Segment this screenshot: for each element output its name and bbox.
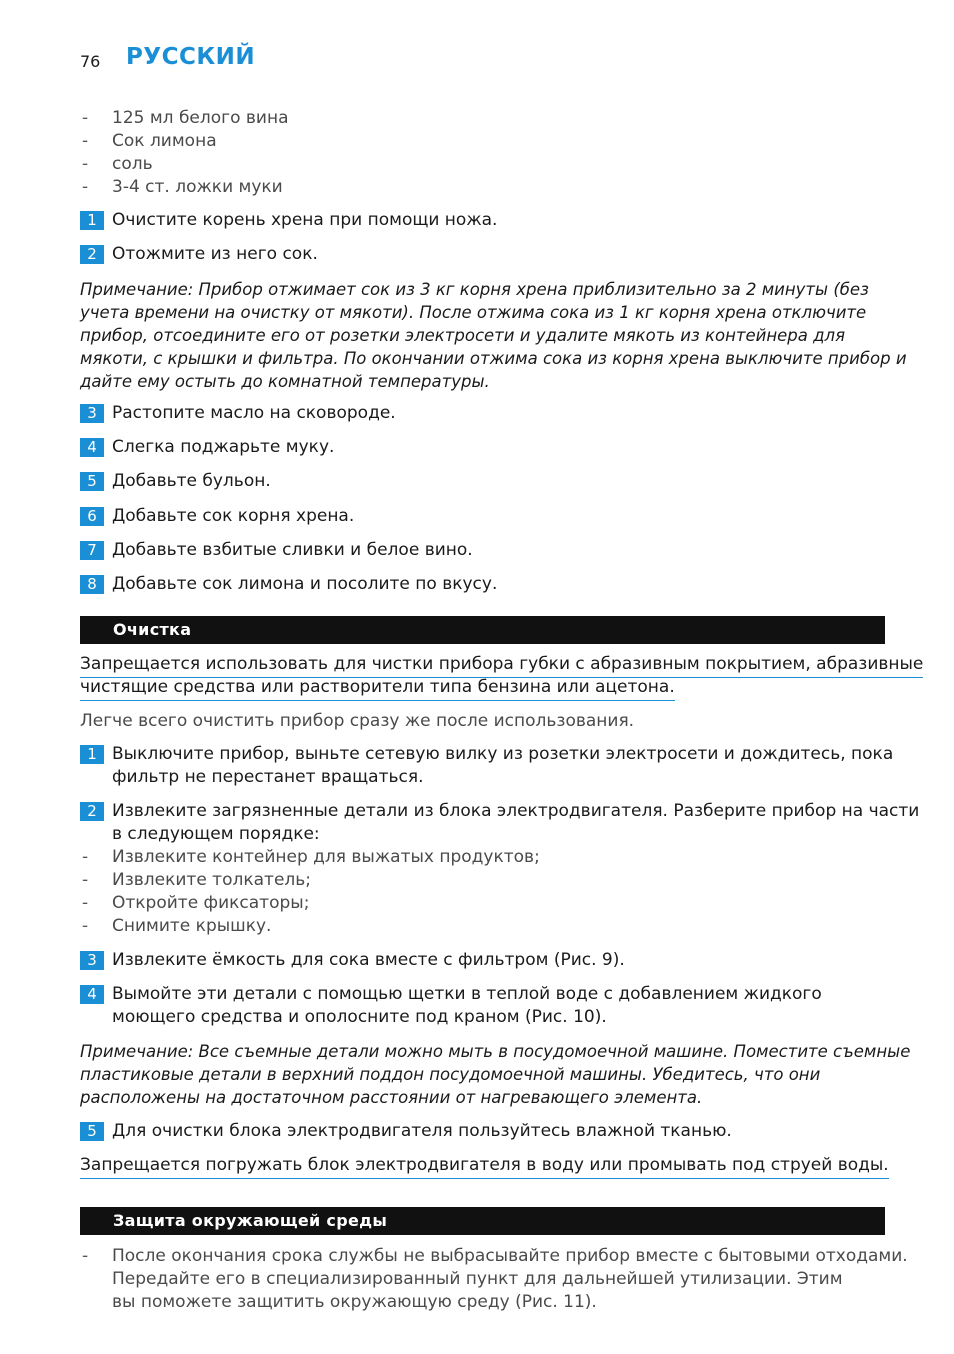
step-number-badge: 1 xyxy=(80,211,104,230)
step-text: Выключите прибор, выньте сетевую вилку из розетки электросети и дождитесь, пока xyxy=(112,744,894,764)
step-text: Добавьте взбитые сливки и белое вино. xyxy=(112,540,473,560)
list-item: Снимите крышку. xyxy=(112,916,272,936)
note-line: Примечание: Прибор отжимает сок из 3 кг корня хрена приблизительно за 2 минуты (без xyxy=(80,280,869,299)
list-item: Передайте его в специализированный пункт для дальнейшей утилизации. Этим xyxy=(112,1269,843,1289)
note-line: Примечание: Все съемные детали можно мыть в посудомоечной машине. Поместите съемные xyxy=(80,1042,911,1061)
list-dash: - xyxy=(82,1246,89,1266)
list-dash: - xyxy=(82,893,89,913)
language-heading: РУССКИЙ xyxy=(126,44,256,70)
list-dash: - xyxy=(82,108,89,128)
note-line: мякоти, с крышки и фильтра. По окончании отжима сока из корня хрена выключите прибор и xyxy=(80,349,907,368)
list-dash: - xyxy=(82,131,89,151)
step-text: Растопите масло на сковороде. xyxy=(112,403,396,423)
step-number-badge: 8 xyxy=(80,575,104,594)
list-item: Сок лимона xyxy=(112,131,217,151)
step-number-badge: 4 xyxy=(80,985,104,1004)
cleaning-intro: Легче всего очистить прибор сразу же после использования. xyxy=(80,711,635,731)
step-text: Извлеките ёмкость для сока вместе с фильтром (Рис. 9). xyxy=(112,950,625,970)
step-text: фильтр не перестанет вращаться. xyxy=(112,767,424,787)
step-text: Добавьте сок корня хрена. xyxy=(112,506,355,526)
section-title: Очистка xyxy=(113,620,192,639)
step-text: Вымойте эти детали с помощью щетки в теплой воде с добавлением жидкого xyxy=(112,984,822,1004)
list-item: 125 мл белого вина xyxy=(112,108,289,128)
section-header-cleaning xyxy=(80,616,885,644)
step-text: моющего средства и ополосните под краном (Рис. 10). xyxy=(112,1007,607,1027)
list-dash: - xyxy=(82,870,89,890)
note-line: дайте ему остыть до комнатной температуры. xyxy=(80,372,490,391)
warning-line: Запрещается использовать для чистки прибора губки с абразивным покрытием, абразивные xyxy=(80,653,923,678)
warning-line: чистящие средства или растворители типа бензина или ацетона. xyxy=(80,676,675,701)
step-text: Извлеките загрязненные детали из блока электродвигателя. Разберите прибор на части xyxy=(112,801,920,821)
step-number-badge: 7 xyxy=(80,541,104,560)
list-item: После окончания срока службы не выбрасывайте прибор вместе с бытовыми отходами. xyxy=(112,1246,908,1266)
note-line: расположены на достаточном расстоянии от нагревающего элемента. xyxy=(80,1088,703,1107)
step-number-badge: 5 xyxy=(80,1122,104,1141)
list-item: соль xyxy=(112,154,153,174)
step-number-badge: 4 xyxy=(80,438,104,457)
list-dash: - xyxy=(82,177,89,197)
list-dash: - xyxy=(82,154,89,174)
list-item: Извлеките контейнер для выжатых продуктов; xyxy=(112,847,540,867)
step-text: Слегка поджарьте муку. xyxy=(112,437,335,457)
note-line: пластиковые детали в верхний поддон посудомоечной машины. Убедитесь, что они xyxy=(80,1065,821,1084)
step-text: Добавьте бульон. xyxy=(112,471,271,491)
step-number-badge: 2 xyxy=(80,245,104,264)
section-title: Защита окружающей среды xyxy=(113,1211,388,1230)
page-number: 76 xyxy=(80,52,101,71)
step-text: в следующем порядке: xyxy=(112,824,320,844)
step-text: Для очистки блока электродвигателя пользуйтесь влажной тканью. xyxy=(112,1121,732,1141)
note-line: прибор, отсоедините его от розетки электросети и удалите мякоть из контейнера для xyxy=(80,326,846,345)
step-number-badge: 3 xyxy=(80,404,104,423)
step-number-badge: 3 xyxy=(80,951,104,970)
list-dash: - xyxy=(82,916,89,936)
step-text: Отожмите из него сок. xyxy=(112,244,318,264)
list-item: Откройте фиксаторы; xyxy=(112,893,310,913)
list-item: вы поможете защитить окружающую среду (Рис. 11). xyxy=(112,1292,597,1312)
step-number-badge: 2 xyxy=(80,802,104,821)
warning-line: Запрещается погружать блок электродвигателя в воду или промывать под струей воды. xyxy=(80,1154,889,1179)
note-line: учета времени на очистку от мякоти). После отжима сока из 1 кг корня хрена отключите xyxy=(80,303,867,322)
list-item: 3-4 ст. ложки муки xyxy=(112,177,283,197)
step-number-badge: 6 xyxy=(80,507,104,526)
step-number-badge: 5 xyxy=(80,472,104,491)
section-header-environment xyxy=(80,1207,885,1235)
step-number-badge: 1 xyxy=(80,745,104,764)
list-dash: - xyxy=(82,847,89,867)
step-text: Очистите корень хрена при помощи ножа. xyxy=(112,210,498,230)
list-item: Извлеките толкатель; xyxy=(112,870,312,890)
step-text: Добавьте сок лимона и посолите по вкусу. xyxy=(112,574,498,594)
